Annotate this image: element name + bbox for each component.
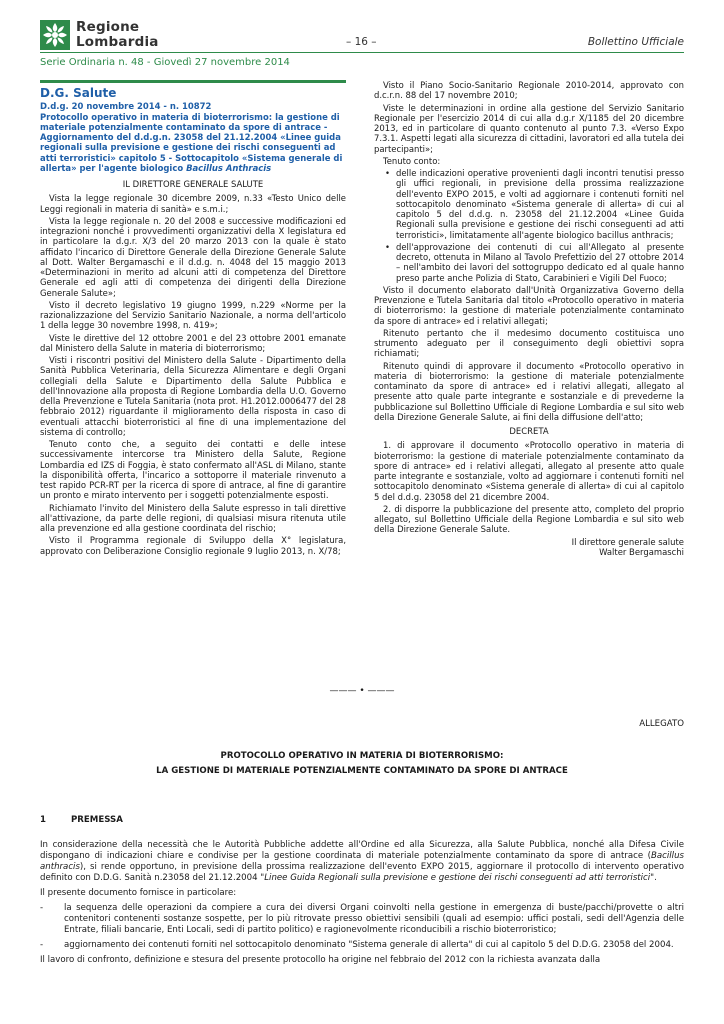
decree-item: 1. di approvare il documento «Protocollo operativo in materia di bioterrorismo: la gestione di materiale potenzialmente contaminato da spore di antrace» ed i relativi allegati, allegato al presente atto quale parte integrante e sostanziale, volto ad aggiornare i contenuti forniti nel sottocapitolo denominato «Sistema generale di allerta» di cui al capitolo 5 del d.d.g. 23058 del 21 dicembre 2004. xyxy=(374,440,684,502)
paragraph: Tenuto conto che, a seguito dei contatti e delle intese successivamente intercorse tra Ministero della Salute, Regione Lombardia ed IZS di Foggia, è stato confermato all'ASL di Milano, stante la disponibilità offerta, l'incarico a sottoporre il materiale rinvenuto a test rapido PCR-RT per la ricerca di spore di antrace, al fine di garantire un pronto e mirato intervento per i soggetti potenzialmente esposti. xyxy=(40,439,346,501)
annex-body xyxy=(40,840,684,970)
allegato-label: ALLEGATO xyxy=(639,719,684,729)
director-heading: IL DIRETTORE GENERALE SALUTE xyxy=(122,179,264,189)
paragraph: Viste le determinazioni in ordine alla gestione del Servizio Sanitario Regionale per l'esercizio 2014 di cui alla d.g.r X/1185 del 20 dicembre 2013, ed in particolare di quanto contenuto al punto 7.3. «Verso Expo 7.3.1. Aspetti legati alla sicurezza di cittadini, lavoratori ed alla tutela dei partecipanti»; xyxy=(374,102,684,154)
section-title: D.G. Salute xyxy=(40,86,117,100)
paragraph: Il presente documento fornisce in particolare: xyxy=(40,888,237,898)
paragraph: Ritenuto quindi di approvare il documento «Protocollo operativo in materia di bioterrorismo: la gestione di materiale potenzialmente contaminato da spore di antrace» ed i relativi allegati, allegato al presente atto quale parte integrante e sostanziale e di prevederne la pubblicazione sul Bollettino Ufficiale di Regione Lombardia e sul sito web della Direzione Generale Salute, ai fini della diffusione dell'atto; xyxy=(374,360,684,422)
header-divider xyxy=(40,52,684,53)
paragraph: Richiamato l'invito del Ministero della Salute espresso in tali direttive all'attivazione, da parte delle regioni, di qualsiasi misura ritenuta utile alla prevenzione ed alla gestione coordinata del rischio; xyxy=(40,502,346,533)
signature-role: Il direttore generale salute xyxy=(571,536,684,547)
section-divider: ——— • ——— xyxy=(329,686,395,696)
paragraph: Ritenuto pertanto che il medesimo documento costituisca uno strumento adeguato per il conseguimento degli obiettivi sopra richiamati; xyxy=(374,327,684,359)
brand-name-line2: Lombardia xyxy=(76,34,159,50)
section-heading: PREMESSA xyxy=(71,815,123,825)
annex-title-line1: PROTOCOLLO OPERATIVO IN MATERIA DI BIOTERRORISMO: xyxy=(220,751,504,761)
paragraph: Visto il Programma regionale di Sviluppo della X° legislatura, approvato con Deliberazione Consiglio regionale 9 luglio 2013, n. X/78; xyxy=(40,535,346,556)
paragraph: Visti i riscontri positivi del Ministero della Salute - Dipartimento della Sanità Pubblica Veterinaria, della Sicurezza Alimentare e degli Organi collegiali della Salute e Dipartimento della Salute Pubblica e dell'Innovazione alla proposta di Regione Lombardia della U.O. Governo della Prevenzione e Tutela Sanitaria (nota prot. H1.2012.0006477 del 28 febbraio 2012) riguardante il miglioramento della risposta in caso di eventuali attacchi bioterroristici al fine di una implementazione del sistema di controllo; xyxy=(40,355,346,437)
list-item: • delle indicazioni operative provenienti dagli incontri tenutisi presso gli uffici regionali, in previsione della prossima realizzazione dell'evento EXPO 2015, e volti ad aggiornare i contenuti forniti nel sottocapitolo denominato «Sistema generale di allerta» di cui al capitolo 5 del d.d.g. n. 23058 del 21.12.2004 «Linee Guida Regionali sulla previsione e gestione dei rischi conseguenti ad atti terroristici», limitatamente all'agente biologico bacillus anthracis; xyxy=(396,168,684,240)
decree-title: Protocollo operativo in materia di bioterrorismo: la gestione di materiale potenzialmente contaminato da spore di antrace - Aggiornamento del d.d.g.n. 23058 del 21.12.2004 «Linee guida regionali sulla previsione e gestione dei rischi conseguenti ad atti terroristici» capitolo 5 - Sottocapitolo «Sistema generale di allerta» per l'agente biologico Bacillus Anthracis xyxy=(40,111,343,173)
paragraph: In considerazione della necessità che le Autorità Pubbliche addette all'Ordine ed alla Sicurezza, alla Salute Pubblica, nonché alla Difesa Civile dispongano di indicazioni chiare e condivise per la gestione coordinata di materiale potenzialmente contaminato da spore di antrace (Bacillus anthracis), si rende opportuno, in previsione della prossima realizzazione dell'evento EXPO 2015, aggiornare il protocollo di intervento operativo definito con D.D.G. Sanità n.23058 del 21.12.2004 "Linee Guida Regionali sulla previsione e gestione dei rischi conseguenti ad atti terroristici". xyxy=(40,840,684,883)
section-number: 1 xyxy=(40,815,46,825)
considerations-list xyxy=(374,168,684,283)
left-column xyxy=(40,80,346,558)
decree-item: 2. di disporre la pubblicazione del presente atto, completo del proprio allegato, sul Bollettino Ufficiale della Regione Lombardia e sul sito web della Direzione Generale Salute. xyxy=(374,503,684,535)
paragraph: Visto il documento elaborato dall'Unità Organizzativa Governo della Prevenzione e Tutela Sanitaria dal titolo «Protocollo operativo in materia di bioterrorismo: la gestione di materiale potenzialmente contaminato da spore di antrace» ed i relativi allegati; xyxy=(374,284,684,326)
list-item: • dell'approvazione dei contenuti di cui all'Allegato al presente decreto, ottenuta in Milano al Tavolo Prefettizio del 27 ottobre 2014 – nell'ambito dei lavori del sottogruppo dedicato ed al quale hanno preso parte anche Polizia di Stato, Carabinieri e Vigili Del Fuoco; xyxy=(396,242,684,283)
list-item: - la sequenza delle operazioni da compiere a cura dei diversi Organi coinvolti nella gestione in emergenza di buste/pacchi/provette o altri contenitori contenenti sostanze sospette, per lo più ritrovate presso obiettivi sensibili (quali ad esempio: uffici postali, sedi dell'Agenzia delle Entrate, filiali bancarie, Enti Locali, sedi di partito politico) e ragionevolmente riconducibili a rischio bioterroristico; xyxy=(40,903,684,936)
decree-reference: D.d.g. 20 novembre 2014 - n. 10872 xyxy=(40,101,212,112)
section-bar xyxy=(40,80,346,83)
regione-lombardia-logo-icon xyxy=(40,20,70,50)
paragraph: Visto il decreto legislativo 19 giugno 1999, n.229 «Norme per la razionalizzazione del Servizio Sanitario Nazionale, a norma dell'articolo 1 della legge 30 novembre 1998, n. 419»; xyxy=(40,299,346,331)
paragraph: Tenuto conto: xyxy=(383,155,441,166)
publication-name: Bollettino Ufficiale xyxy=(587,36,684,48)
paragraph: Vista la legge regionale n. 20 del 2008 e successive modificazioni ed integrazioni nonché i provvedimenti organizzativi della X legislatura ed in particolare la d.g.r. X/3 del 20 marzo 2013 con la quale è stato affidato l'incarico di Direttore Generale della Direzione Generale Salute al Dott. Walter Bergamaschi e il d.d.g. n. 4048 del 15 maggio 2013 «Determinazioni in merito ad alcuni atti di competenza del Direttore Generale ed agli atti di competenza dei dirigenti della Direzione Generale Salute»; xyxy=(40,215,346,298)
paragraph: Vista la legge regionale 30 dicembre 2009, n.33 «Testo Unico delle Leggi regionali in materia di sanità» e s.m.i.; xyxy=(40,193,346,214)
annex-title-line2: LA GESTIONE DI MATERIALE POTENZIALMENTE CONTAMINATO DA SPORE DI ANTRACE xyxy=(156,766,568,776)
decreta-heading: DECRETA xyxy=(509,426,549,436)
issue-line: Serie Ordinaria n. 48 - Giovedì 27 novembre 2014 xyxy=(40,57,290,68)
paragraph: Visto il Piano Socio-Sanitario Regionale 2010-2014, approvato con d.c.r.n. 88 del 17 novembre 2010; xyxy=(374,80,684,101)
list-item: - aggiornamento dei contenuti forniti nel sottocapitolo denominato "Sistema generale di allerta" di cui al capitolo 5 del D.D.G. 23058 del 2004. xyxy=(40,940,684,951)
signature-name: Walter Bergamaschi xyxy=(599,546,684,557)
paragraph: Viste le direttive del 12 ottobre 2001 e del 23 ottobre 2001 emanate dal Ministero della Salute in materia di bioterrorismo; xyxy=(40,332,346,353)
paragraph: Il lavoro di confronto, definizione e stesura del presente protocollo ha origine nel febbraio del 2012 con la richiesta avanzata dalla xyxy=(40,955,601,965)
page-number: – 16 – xyxy=(346,36,377,48)
right-column xyxy=(374,80,684,557)
brand-name-line1: Regione xyxy=(76,19,140,35)
